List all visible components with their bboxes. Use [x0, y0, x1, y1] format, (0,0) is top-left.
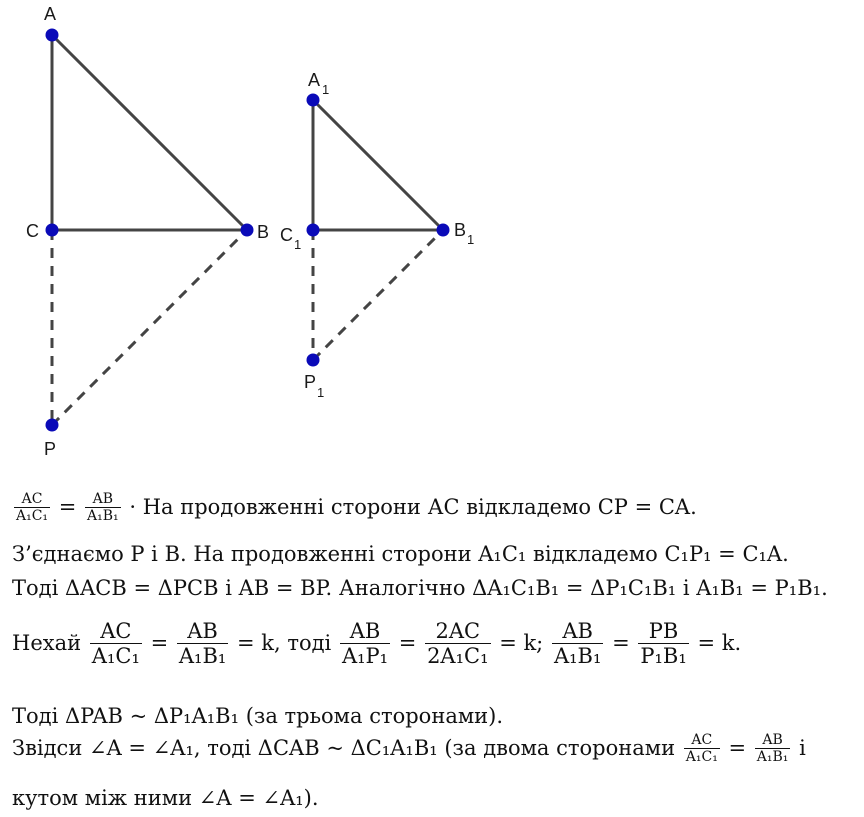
text-line-1 [12, 492, 697, 525]
line-4-b: = k, тоді [236, 631, 332, 656]
point-A1 [307, 94, 320, 107]
equals-sign: = [150, 631, 169, 656]
fraction [340, 620, 390, 669]
segment-P1B1-dashed [313, 230, 443, 360]
label-B1: B [454, 220, 467, 240]
label-P1-sub: 1 [317, 385, 325, 400]
frac-num: AB [552, 620, 603, 644]
fraction [425, 620, 490, 669]
equals-sign: = [58, 495, 77, 520]
label-A1: A [308, 70, 321, 90]
frac-num: PB [638, 620, 688, 644]
fraction [90, 620, 142, 669]
point-C [46, 224, 59, 237]
point-A [46, 29, 59, 42]
fraction [684, 733, 720, 766]
equals-sign: = [612, 631, 630, 656]
frac-num: AB [177, 620, 228, 644]
frac-den: A₁B₁ [87, 508, 119, 525]
frac-num: AB [755, 733, 791, 749]
segment-PB-dashed [52, 230, 247, 425]
fraction [177, 620, 228, 669]
fraction [638, 620, 688, 669]
frac-den: A₁B₁ [756, 749, 789, 766]
frac-den: A₁C₁ [16, 508, 49, 525]
point-P1 [307, 354, 320, 367]
text-line-4 [12, 620, 741, 669]
label-A: A [44, 4, 57, 24]
line-6-a: Звідси ∠A = ∠A₁, тоді ΔCAB ~ ΔC₁A₁B₁ (за двома сторонами [12, 736, 676, 761]
label-A1-sub: 1 [322, 82, 330, 97]
line-4-d: = k. [697, 631, 742, 656]
text-line-6 [12, 733, 806, 766]
frac-num: AC [684, 733, 720, 749]
frac-num: 2AC [425, 620, 490, 644]
fraction [755, 733, 791, 766]
point-P [46, 419, 59, 432]
label-C1-sub: 1 [294, 237, 302, 252]
text-line-3: Тоді ΔACB = ΔPCB і AB = BP. Аналогічно ΔA₁C₁B₁ = ΔP₁C₁B₁ і A₁B₁ = P₁B₁. [12, 576, 828, 600]
label-B: B [257, 222, 270, 242]
frac-num: AC [14, 492, 50, 508]
label-P: P [44, 439, 57, 459]
equals-sign: = [728, 736, 747, 761]
frac-den: A₁B₁ [553, 644, 602, 669]
label-P1: P [304, 372, 317, 392]
line-4-c: = k; [499, 631, 544, 656]
label-C1: C [280, 225, 293, 245]
frac-num: AC [90, 620, 142, 644]
point-B [241, 224, 254, 237]
segment-AB [52, 35, 247, 230]
frac-den: 2A₁C₁ [427, 644, 489, 669]
text-line-5: Тоді ΔPAB ~ ΔP₁A₁B₁ (за трьома сторонами). [12, 704, 504, 728]
line-4-a: Нехай [12, 631, 82, 656]
frac-den: A₁C₁ [91, 644, 140, 669]
fraction-ac-a1c1 [14, 492, 50, 525]
frac-num: AB [340, 620, 390, 644]
label-B1-sub: 1 [467, 232, 475, 247]
equals-sign: = [398, 631, 417, 656]
point-C1 [307, 224, 320, 237]
frac-num: AB [85, 492, 121, 508]
line-6-b: і [799, 736, 806, 761]
fraction-ab-a1b1 [85, 492, 121, 525]
frac-den: A₁P₁ [341, 644, 389, 669]
fraction [552, 620, 603, 669]
line-1-rest: · На продовженні сторони АС відкладемо CP = CA. [129, 495, 697, 520]
frac-den: A₁B₁ [178, 644, 227, 669]
point-B1 [437, 224, 450, 237]
text-line-2: З’єднаємо P і B. На продовженні сторони A₁C₁ відкладемо C₁P₁ = C₁A. [12, 542, 789, 566]
label-C: C [26, 221, 39, 241]
segment-A1B1 [313, 100, 443, 230]
frac-den: P₁B₁ [640, 644, 687, 669]
frac-den: A₁C₁ [685, 749, 718, 766]
text-line-7: кутом між ними ∠A = ∠A₁). [12, 786, 319, 810]
